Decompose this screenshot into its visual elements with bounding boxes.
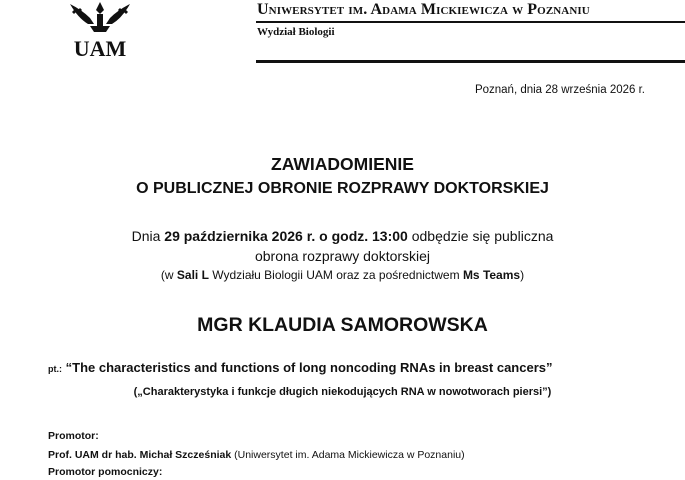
faculty-name: Wydział Biologii xyxy=(257,26,335,38)
defense-date-time: 29 października 2026 r. o godz. 13:00 xyxy=(164,228,408,244)
thesis-prefix: pt.: xyxy=(48,364,62,374)
thesis-title-pl: („Charakterystyka i funkcje długich niekodujących RNA w nowotworach piersi”) xyxy=(133,386,552,398)
date-line: Poznań, dnia 28 września 2026 r. xyxy=(474,84,645,96)
venue-line: (w Sali L Wydziału Biologii UAM oraz za pośrednictwem Ms Teams) xyxy=(160,268,525,282)
promotor-label: Promotor: xyxy=(48,430,99,442)
uam-logo xyxy=(60,0,140,64)
announcement-text: odbędzie się publiczna xyxy=(407,228,554,244)
notice-title: ZAWIADOMIENIE xyxy=(271,154,414,174)
candidate-name: MGR KLAUDIA SAMOROWSKA xyxy=(197,314,488,336)
promotor-name: Prof. UAM dr hab. Michał Szcześniak xyxy=(48,449,232,461)
thesis-title-en: “The characteristics and functions of long noncoding RNAs in breast cancers” xyxy=(65,360,553,375)
announcement-text: Dnia xyxy=(131,228,165,244)
announcement-line-2: obrona rozprawy doktorskiej xyxy=(254,248,431,264)
venue-platform: Ms Teams xyxy=(462,268,521,282)
announcement-line-1 xyxy=(0,228,685,244)
header-divider-top xyxy=(256,21,685,23)
thesis-title xyxy=(48,360,553,375)
promotor-line xyxy=(48,449,465,461)
promotor-affiliation: (Uniwersytet im. Adama Mickiewicza w Poznaniu) xyxy=(231,449,465,461)
university-name: Uniwersytet im. Adama Mickiewicza w Poznaniu xyxy=(257,1,590,18)
notice-subtitle: O PUBLICZNEJ OBRONIE ROZPRAWY DOKTORSKIEJ xyxy=(136,180,549,197)
venue-room: Sali L xyxy=(176,268,209,282)
logo-text: UAM xyxy=(73,36,127,61)
header-divider-bottom xyxy=(256,60,685,63)
promotor-aux-label: Promotor pomocniczy: xyxy=(48,466,163,478)
